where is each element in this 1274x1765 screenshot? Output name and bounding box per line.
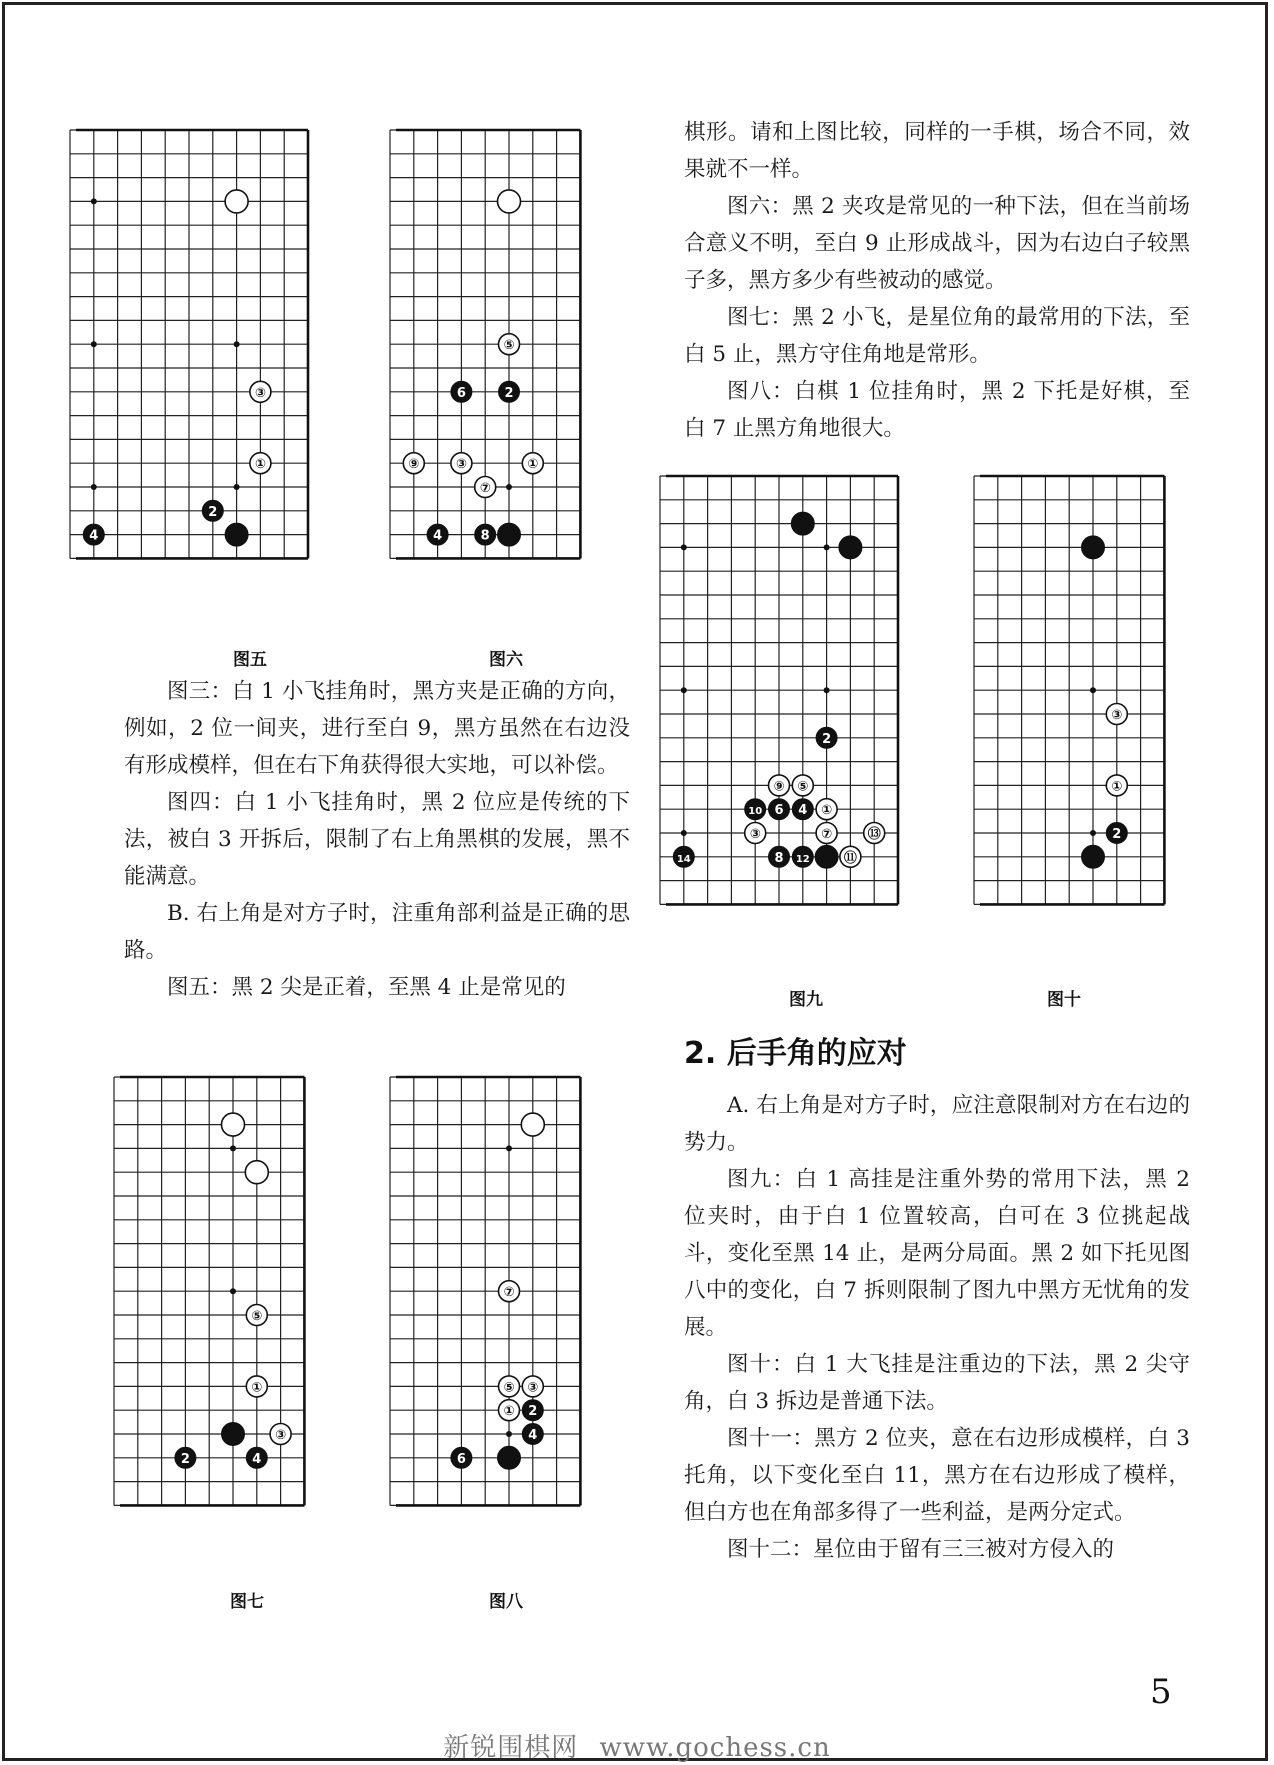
stone-move-number: ① bbox=[503, 1404, 515, 1420]
paragraph-fig7: 图七：黑 2 小飞，是星位角的最常用的下法，至白 5 止，黑方守住角地是常形。 bbox=[684, 305, 1190, 367]
black-stone bbox=[673, 846, 694, 867]
stone-move-number: ③ bbox=[455, 457, 467, 473]
star-point bbox=[681, 544, 687, 550]
stone-move-number: 8 bbox=[774, 850, 784, 866]
white-stone bbox=[498, 190, 521, 213]
stone-move-number: ① bbox=[527, 457, 539, 473]
caption-fig10: 图十 bbox=[1047, 990, 1081, 1010]
black-stone bbox=[451, 381, 472, 402]
watermark bbox=[0, 1727, 1274, 1764]
star-point bbox=[506, 1145, 512, 1151]
white-stone bbox=[246, 1376, 267, 1397]
white-stone bbox=[451, 453, 472, 474]
white-stone bbox=[499, 1400, 520, 1421]
black-stone bbox=[175, 1447, 196, 1468]
watermark-url: www.gochess.cn bbox=[599, 1733, 831, 1763]
caption-fig5: 图五 bbox=[233, 650, 267, 670]
grid-lines bbox=[390, 1077, 580, 1505]
paragraph-fig5: 图五：黑 2 尖是正着，至黑 4 止是常见的 bbox=[167, 975, 566, 1000]
go-board-fig7 bbox=[112, 1075, 344, 1561]
black-stone bbox=[499, 381, 520, 402]
stone-move-number: 2 bbox=[180, 1451, 190, 1467]
stone-move-number: ① bbox=[1111, 779, 1123, 795]
star-point bbox=[681, 687, 687, 693]
stone-move-number: ① bbox=[254, 457, 266, 473]
black-stone bbox=[522, 1400, 543, 1421]
stone-move-number: ③ bbox=[527, 1380, 539, 1396]
stone-move-number: ① bbox=[821, 803, 833, 819]
stone-move-number: 14 bbox=[676, 853, 691, 865]
black-stone bbox=[522, 1424, 543, 1445]
black-stone bbox=[83, 524, 104, 545]
white-stone bbox=[864, 823, 885, 844]
white-stone bbox=[769, 775, 790, 796]
paragraph-fig9: 图九：白 1 高挂是注重外势的常用下法，黑 2 位夹时，由于白 1 位置较高，白可在 3 位挑起战斗，变化至黑 14 止，是两分局面。黑 2 如下托见图八中的变化，白 7 拆则限制了图九中黑方无忧角的发展。 bbox=[684, 1167, 1190, 1340]
star-point bbox=[234, 484, 240, 490]
white-stone bbox=[475, 477, 496, 498]
white-stone bbox=[245, 1161, 268, 1184]
black-stone bbox=[202, 500, 223, 521]
black-stone bbox=[769, 799, 790, 820]
stone-move-number: ① bbox=[251, 1380, 263, 1396]
stone-move-number: 4 bbox=[252, 1451, 262, 1467]
grid-lines bbox=[660, 476, 898, 904]
paragraph-continued: 棋形。请和上图比较，同样的一手棋，场合不同，效果就不一样。 bbox=[684, 120, 1190, 182]
grid-lines bbox=[974, 476, 1164, 904]
paragraph-fig8: 图八：白棋 1 位挂角时，黑 2 下托是好棋，至白 7 止黑方角地很大。 bbox=[684, 379, 1190, 441]
star-point bbox=[230, 1288, 236, 1294]
star-point bbox=[91, 484, 97, 490]
paragraph-fig11: 图十一：黑方 2 位夹，意在右边形成模样，白 3 托角，以下变化至白 11，黑方在右边形成了模样，但白方也在角部多得了一些利益，是两分定式。 bbox=[684, 1426, 1190, 1525]
black-stone bbox=[791, 512, 814, 535]
stone-move-number: 2 bbox=[1112, 827, 1122, 842]
black-stone bbox=[1082, 845, 1105, 868]
white-stone bbox=[250, 453, 271, 474]
paragraph-fig3: 图三：白 1 小飞挂角时，黑方夹是正确的方向，例如，2 位一间夹，进行至白 9，黑方虽然在右边没有形成模样，但在右下角获得很大实地，可以补偿。 bbox=[124, 679, 630, 778]
stone-move-number: 4 bbox=[433, 528, 443, 544]
white-stone bbox=[225, 190, 248, 213]
stone-move-number: 6 bbox=[456, 385, 466, 401]
black-stone bbox=[246, 1447, 267, 1468]
black-stone bbox=[498, 1446, 521, 1469]
black-stone bbox=[745, 799, 766, 820]
stone-move-number: ③ bbox=[1111, 708, 1123, 723]
white-stone bbox=[250, 381, 271, 402]
stone-move-number: ⑤ bbox=[503, 338, 515, 354]
paragraph-fig4: 图四：白 1 小飞挂角时，黑 2 位应是传统的下法，被白 3 开拆后，限制了右上角黑棋的发展，黑不能满意。 bbox=[124, 790, 630, 889]
black-stone bbox=[475, 524, 496, 545]
stone-move-number: 6 bbox=[456, 1451, 466, 1467]
star-point bbox=[91, 341, 97, 347]
page-number: 5 bbox=[1150, 1672, 1172, 1712]
black-stone bbox=[451, 1447, 472, 1468]
stone-move-number: 12 bbox=[795, 853, 810, 865]
stone-move-number: ⑦ bbox=[503, 1285, 515, 1301]
black-stone bbox=[427, 524, 448, 545]
go-board-fig9 bbox=[658, 474, 948, 958]
white-stone bbox=[816, 823, 837, 844]
left-column-text bbox=[124, 673, 630, 1006]
white-stone bbox=[745, 823, 766, 844]
stone-move-number: 2 bbox=[504, 385, 514, 401]
caption-fig7: 图七 bbox=[230, 1592, 264, 1612]
white-stone bbox=[270, 1424, 291, 1445]
watermark-site: 新锐围棋网 bbox=[443, 1733, 579, 1763]
stone-move-number: ⑨ bbox=[773, 779, 785, 795]
star-point bbox=[824, 687, 830, 693]
paragraph-fig6: 图六：黑 2 夹攻是常见的一种下法，但在当前场合意义不明，至白 9 止形成战斗，因为右边白子较黑子多，黑方多少有些被动的感觉。 bbox=[684, 194, 1190, 293]
stone-move-number: ③ bbox=[275, 1428, 287, 1443]
white-stone bbox=[1106, 775, 1127, 796]
stone-move-number: ③ bbox=[749, 827, 761, 842]
white-stone bbox=[521, 1113, 544, 1136]
stone-move-number: ⑬ bbox=[867, 827, 881, 842]
star-point bbox=[91, 198, 97, 204]
white-stone bbox=[840, 846, 861, 867]
black-stone bbox=[792, 846, 813, 867]
stone-move-number: 4 bbox=[528, 1428, 538, 1443]
black-stone bbox=[815, 845, 838, 868]
stone-move-number: 4 bbox=[89, 528, 99, 544]
go-board-fig6 bbox=[388, 128, 624, 614]
white-stone bbox=[222, 1113, 245, 1136]
stone-move-number: ⑦ bbox=[479, 481, 491, 496]
go-board-fig8 bbox=[388, 1075, 626, 1561]
white-stone bbox=[499, 1376, 520, 1397]
go-board-fig5 bbox=[68, 128, 354, 614]
right-column-top-text bbox=[684, 114, 1190, 447]
black-stone bbox=[839, 536, 862, 559]
stone-move-number: 4 bbox=[798, 803, 808, 819]
white-stone bbox=[792, 775, 813, 796]
caption-fig6: 图六 bbox=[489, 650, 523, 670]
black-stone bbox=[792, 799, 813, 820]
black-stone bbox=[498, 523, 521, 546]
star-point bbox=[506, 484, 512, 490]
white-stone bbox=[522, 453, 543, 474]
stone-move-number: 2 bbox=[208, 504, 218, 520]
caption-fig8: 图八 bbox=[489, 1592, 523, 1612]
right-column-bottom-text bbox=[684, 1087, 1190, 1568]
stone-move-number: 10 bbox=[748, 806, 763, 818]
star-point bbox=[1090, 830, 1096, 836]
stone-move-number: ⑤ bbox=[503, 1380, 515, 1396]
white-stone bbox=[1106, 704, 1127, 725]
star-point bbox=[681, 830, 687, 836]
star-point bbox=[506, 1431, 512, 1437]
stone-move-number: 8 bbox=[480, 528, 490, 544]
stone-move-number: 6 bbox=[774, 803, 784, 819]
section-heading: 2. 后手角的应对 bbox=[684, 1036, 907, 1071]
grid-lines bbox=[70, 130, 308, 558]
paragraph-a: A. 右上角是对方子时，应注意限制对方在右边的势力。 bbox=[684, 1093, 1190, 1155]
star-point bbox=[824, 544, 830, 550]
white-stone bbox=[246, 1305, 267, 1326]
star-point bbox=[234, 341, 240, 347]
white-stone bbox=[499, 334, 520, 355]
black-stone bbox=[222, 1423, 245, 1446]
stone-move-number: 2 bbox=[822, 731, 832, 747]
paragraph-fig10: 图十：白 1 大飞挂是注重边的下法，黑 2 尖守角，白 3 拆边是普通下法。 bbox=[684, 1352, 1190, 1414]
stone-move-number: ③ bbox=[254, 385, 266, 401]
go-board-fig10 bbox=[972, 474, 1210, 958]
star-point bbox=[230, 1145, 236, 1151]
black-stone bbox=[1082, 536, 1105, 559]
black-stone bbox=[1106, 823, 1127, 844]
stone-move-number: 2 bbox=[528, 1404, 538, 1420]
stone-move-number: ⑦ bbox=[821, 827, 833, 842]
white-stone bbox=[499, 1281, 520, 1302]
caption-fig9: 图九 bbox=[789, 990, 823, 1010]
paragraph-fig12: 图十二：星位由于留有三三被对方侵入的 bbox=[727, 1537, 1115, 1562]
stone-move-number: ⑤ bbox=[797, 779, 809, 795]
black-stone bbox=[769, 846, 790, 867]
black-stone bbox=[816, 727, 837, 748]
white-stone bbox=[522, 1376, 543, 1397]
stone-move-number: ⑪ bbox=[843, 850, 857, 866]
star-point bbox=[1090, 687, 1096, 693]
stone-move-number: ⑤ bbox=[251, 1309, 263, 1324]
black-stone bbox=[225, 523, 248, 546]
paragraph-b: B. 右上角是对方子时，注重角部利益是正确的思路。 bbox=[124, 901, 630, 963]
white-stone bbox=[816, 799, 837, 820]
white-stone bbox=[403, 453, 424, 474]
stone-move-number: ⑨ bbox=[408, 457, 420, 473]
